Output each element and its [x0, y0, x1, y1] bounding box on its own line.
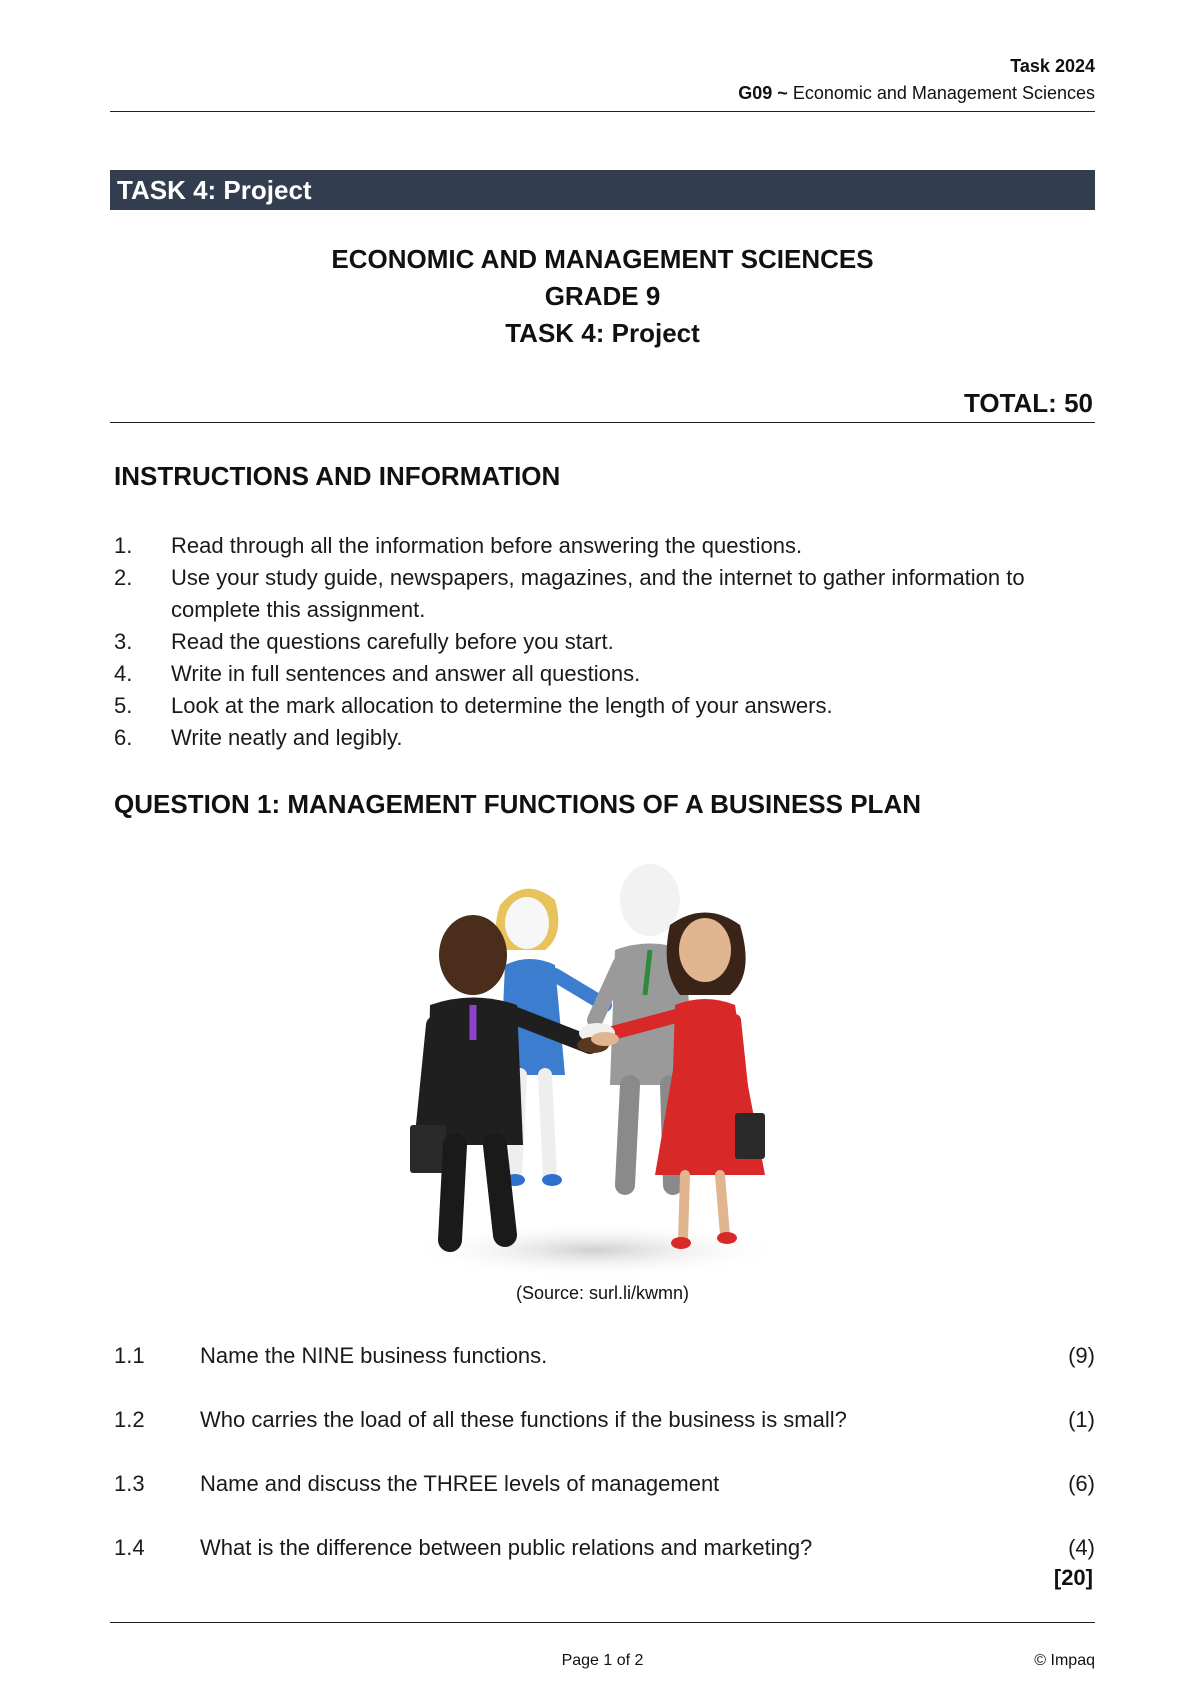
header-subject-line	[110, 83, 1095, 104]
teamwork-illustration	[405, 855, 785, 1275]
header-grade-code: G09 ~	[738, 83, 788, 103]
question-row	[114, 1535, 1095, 1569]
question-number: 1.3	[114, 1471, 145, 1496]
image-source-caption: (Source: surl.li/kwmn)	[515, 1283, 690, 1303]
question-text: Name and discuss the THREE levels of management	[200, 1471, 720, 1496]
instruction-text: Write in full sentences and answer all questions.	[171, 661, 641, 686]
header-subject: Economic and Management Sciences	[792, 83, 1095, 103]
header-task-year: Task 2024	[1010, 56, 1095, 76]
copyright-notice: © Impaq	[1034, 1652, 1095, 1669]
question-number: 1.1	[114, 1343, 145, 1368]
instruction-text: Write neatly and legibly.	[171, 725, 403, 750]
question-marks: (4)	[1068, 1535, 1095, 1560]
task-title: TASK 4: Project	[505, 318, 700, 348]
question1-heading: QUESTION 1: MANAGEMENT FUNCTIONS OF A BUSINESS PLAN	[114, 789, 921, 819]
subject-title: ECONOMIC AND MANAGEMENT SCIENCES	[331, 244, 874, 274]
instruction-number: 2.	[114, 565, 133, 590]
question1-subtotal: [20]	[1053, 1565, 1093, 1590]
question-row	[114, 1407, 1095, 1441]
instruction-item	[114, 562, 1099, 626]
instruction-item	[114, 530, 1099, 562]
question-number: 1.4	[114, 1535, 145, 1560]
instruction-item	[114, 722, 1099, 754]
question-marks: (6)	[1068, 1471, 1095, 1496]
instruction-number: 4.	[114, 661, 133, 686]
question-marks: (1)	[1068, 1407, 1095, 1432]
question-number: 1.2	[114, 1407, 145, 1432]
instruction-text: Read the questions carefully before you start.	[171, 629, 614, 654]
question-row	[114, 1471, 1095, 1505]
figure-dark-suit-man	[410, 915, 590, 1240]
total-rule	[110, 422, 1095, 423]
grade-title: GRADE 9	[544, 281, 661, 311]
question-text: Name the NINE business functions.	[200, 1343, 548, 1368]
instruction-item	[114, 658, 1099, 690]
instructions-heading: INSTRUCTIONS AND INFORMATION	[114, 461, 561, 491]
question-text: Who carries the load of all these functions if the business is small?	[200, 1407, 847, 1432]
instruction-text: Read through all the information before answering the questions.	[171, 533, 803, 558]
instruction-item	[114, 626, 1099, 658]
total-marks: TOTAL: 50	[963, 388, 1093, 418]
header-rule	[110, 111, 1095, 112]
question-marks: (9)	[1068, 1343, 1095, 1368]
instructions-list	[114, 530, 1099, 754]
instruction-number: 3.	[114, 629, 133, 654]
instruction-item	[114, 690, 1099, 722]
question-row	[114, 1343, 1095, 1377]
page-number: Page 1 of 2	[561, 1652, 644, 1669]
instruction-text: Use your study guide, newspapers, magazines, and the internet to gather information to complete this assignment.	[171, 565, 1025, 622]
instruction-number: 5.	[114, 693, 133, 718]
task-banner: TASK 4: Project	[110, 170, 1095, 210]
question-text: What is the difference between public relations and marketing?	[200, 1535, 813, 1560]
instruction-number: 1.	[114, 533, 133, 558]
footer-rule	[110, 1622, 1095, 1623]
instruction-number: 6.	[114, 725, 133, 750]
instruction-text: Look at the mark allocation to determine the length of your answers.	[171, 693, 833, 718]
